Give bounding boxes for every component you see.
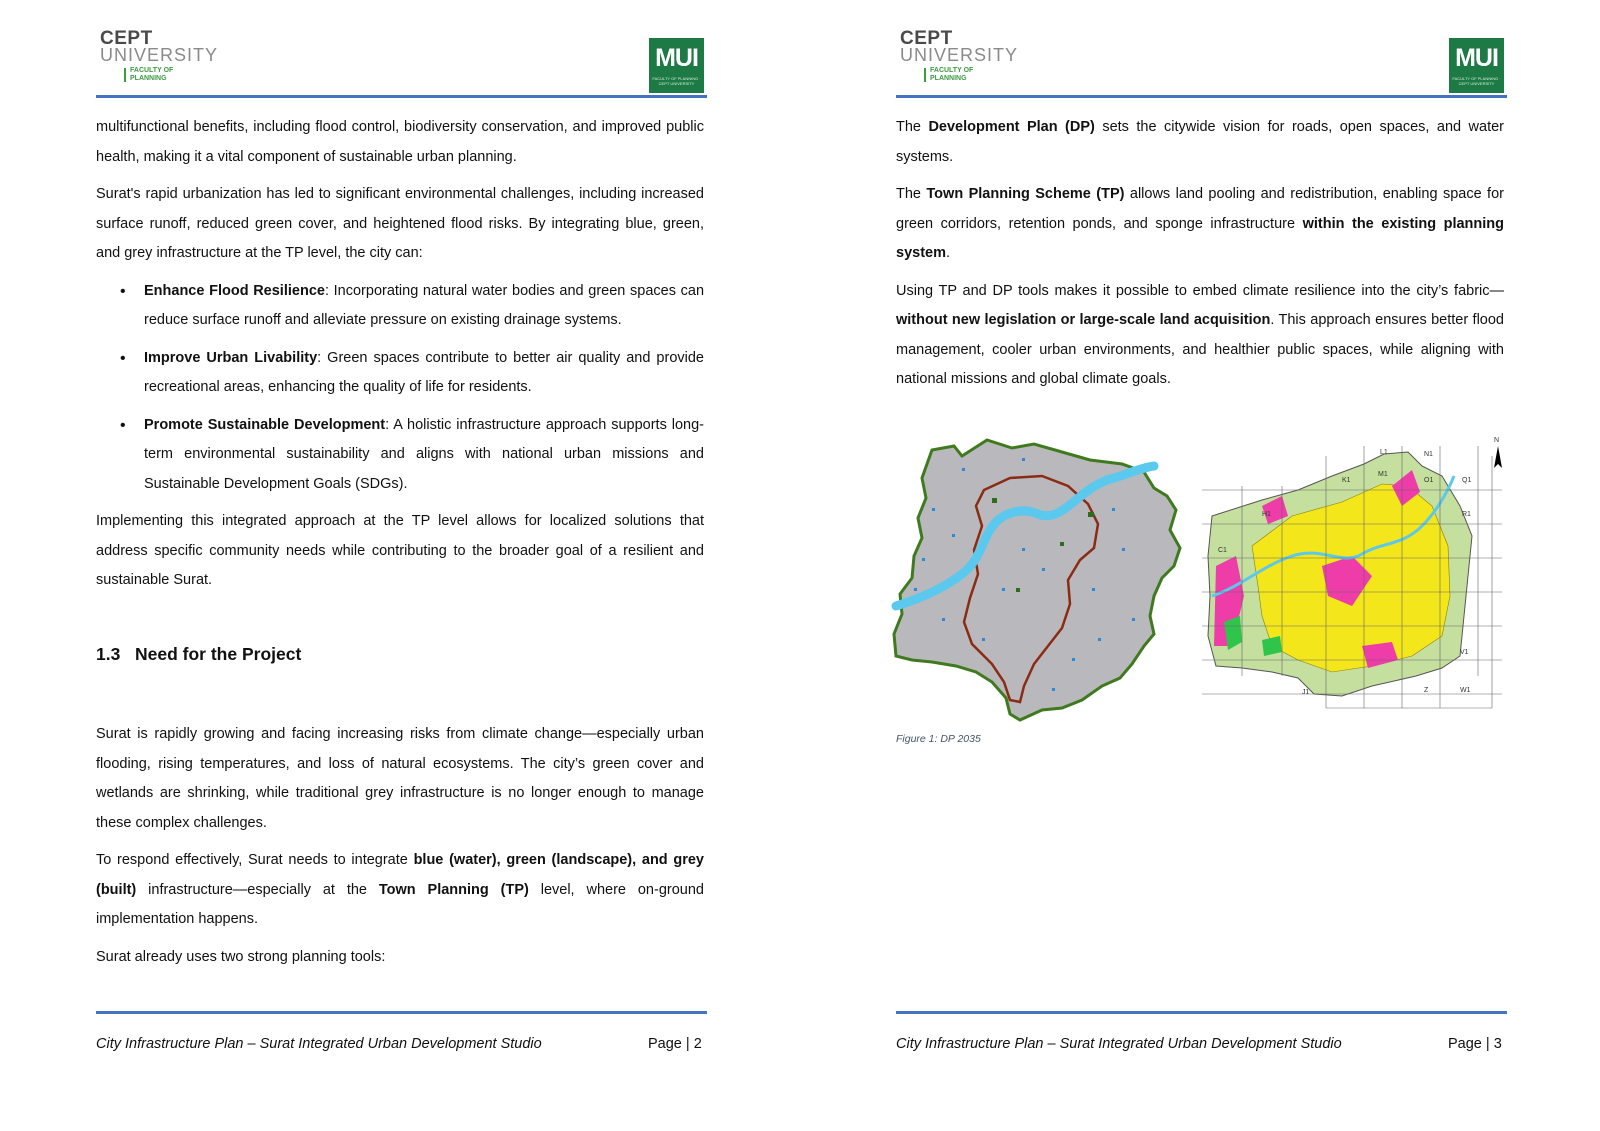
body-text-top xyxy=(96,113,704,604)
paragraph: Surat is rapidly growing and facing increasing risks from climate change—especially urban flooding, rising temperatures, and loss of natural ecosystems. The city’s green cover and wetlands are shrinking, while traditional grey infrastructure is no longer enough to manage these complex challenges. xyxy=(96,726,704,831)
benefits-list xyxy=(96,277,704,500)
logo-text-university: UNIVERSITY xyxy=(100,45,219,65)
bold-run: without new legislation or large-scale land acquisition xyxy=(896,312,1271,328)
logo-text-cept: CEPT xyxy=(900,28,953,49)
logo-accent-bar xyxy=(124,68,126,82)
bold-run: within the existing planning system xyxy=(896,215,1504,261)
grid-label: R1 xyxy=(1462,511,1471,518)
page-3 xyxy=(800,0,1600,1131)
list-item-text: : Incorporating natural water bodies and green spaces can reduce surface runoff and alleviate pressure on existing drainage systems. xyxy=(144,282,705,328)
text-run: The xyxy=(896,119,929,135)
grid-label: C1 xyxy=(1218,547,1227,554)
list-item xyxy=(144,344,704,403)
mui-logo-subtext: FACULTY OF PLANNING · CEPT UNIVERSITY xyxy=(652,76,701,86)
text-run: The xyxy=(896,186,927,202)
mui-logo-text: MUI xyxy=(1455,44,1498,72)
grid-label: L1 xyxy=(1380,449,1388,456)
logo-accent-bar xyxy=(924,68,926,82)
mui-logo-text: MUI xyxy=(655,44,698,72)
outer-boundary xyxy=(894,440,1180,720)
paragraph: multifunctional benefits, including flood control, biodiversity conservation, and improved public health, making it a vital component of sustainable urban planning. xyxy=(96,119,704,165)
mui-logo xyxy=(1449,38,1504,93)
grid-label: W1 xyxy=(1460,687,1471,694)
grid-label: H1 xyxy=(1262,511,1271,518)
list-item-text: : A holistic infrastructure approach supports long-term environmental sustainability and aligns with national urban missions and Sustainable Development Goals (SDGs). xyxy=(144,416,705,492)
list-item-title: Enhance Flood Resilience xyxy=(144,282,325,299)
page-number: Page | 3 xyxy=(1448,1036,1502,1052)
grid-label: N1 xyxy=(1424,451,1433,458)
paragraph: Surat already uses two strong planning tools: xyxy=(96,948,386,965)
grid-label: V1 xyxy=(1460,649,1469,656)
bold-run: Town Planning Scheme (TP) xyxy=(926,186,1125,202)
grid-label: K1 xyxy=(1342,477,1351,484)
north-label: N xyxy=(1494,437,1500,444)
dp-landuse-map xyxy=(1202,437,1520,720)
north-arrow-icon xyxy=(1494,446,1502,468)
grid-label: J1 xyxy=(1302,689,1310,696)
text-run: infrastructure—especially at the xyxy=(136,881,379,898)
text-run: sets the citywide vision for roads, open spaces, and water systems. xyxy=(896,119,1504,165)
list-item xyxy=(144,277,704,336)
grid-label: Z xyxy=(1424,687,1429,694)
paragraph xyxy=(896,277,1504,395)
mui-logo-subtext: FACULTY OF PLANNING · CEPT UNIVERSITY xyxy=(1452,76,1501,86)
list-item-title: Improve Urban Livability xyxy=(144,349,318,366)
footer-title: City Infrastructure Plan – Surat Integrated Urban Development Studio xyxy=(896,1036,1342,1052)
paragraph xyxy=(896,180,1504,269)
footer-rule xyxy=(96,1011,707,1014)
city-boundary-map xyxy=(892,438,1210,728)
cept-university-logo xyxy=(100,28,219,84)
logo-text-cept: CEPT xyxy=(100,28,153,49)
body-text xyxy=(896,113,1504,403)
paragraph: Surat's rapid urbanization has led to significant environmental challenges, including increased surface runoff, reduced green cover, and heightened flood risks. By integrating blue, green, and grey infrastructure at the TP level, the city can: xyxy=(96,186,704,261)
cept-university-logo xyxy=(900,28,1019,84)
text-run: To respond effectively, Surat needs to integrate xyxy=(96,852,414,868)
grid-label: M1 xyxy=(1378,471,1388,478)
footer-rule xyxy=(896,1011,1507,1014)
header-rule xyxy=(896,95,1507,98)
text-run: level, where on-ground implementation happens. xyxy=(96,881,704,927)
section-number: 1.3 xyxy=(96,644,121,664)
text-run: . xyxy=(945,245,951,261)
paragraph xyxy=(896,113,1504,172)
text-run: . This approach ensures better flood management, cooler urban environments, and healthier public spaces, while aligning with national missions and global climate goals. xyxy=(896,312,1505,387)
logo-text-university: UNIVERSITY xyxy=(900,45,1019,65)
section-title: Need for the Project xyxy=(135,644,302,664)
list-item-title: Promote Sustainable Development xyxy=(144,416,386,433)
logo-text-faculty: FACULTY OF PLANNING xyxy=(130,67,174,82)
grid-label: Q1 xyxy=(1462,477,1472,484)
bold-run: Town Planning (TP) xyxy=(378,881,529,898)
footer-title: City Infrastructure Plan – Surat Integrated Urban Development Studio xyxy=(96,1036,542,1052)
logo-text-faculty: FACULTY OF PLANNING xyxy=(930,67,974,82)
text-run: allows land pooling and redistribution, enabling space for green corridors, retention ponds, and sponge infrastructure xyxy=(896,186,1504,232)
grid-label: O1 xyxy=(1424,477,1434,484)
paragraph: Implementing this integrated approach at the TP level allows for localized solutions that address specific community needs while contributing to the broader goal of a resilient and sustainable Surat. xyxy=(96,513,704,588)
bold-run: blue (water), green (landscape), and grey (built) xyxy=(96,852,705,898)
section-heading xyxy=(96,644,301,665)
body-text-bottom xyxy=(96,720,704,980)
mui-logo xyxy=(649,38,704,93)
list-item xyxy=(144,411,704,500)
page-number: Page | 2 xyxy=(648,1036,702,1052)
list-item-text: : Green spaces contribute to better air quality and provide recreational areas, enhancing the quality of life for residents. xyxy=(144,349,704,395)
bold-run: Development Plan (DP) xyxy=(928,119,1095,135)
paragraph xyxy=(96,846,704,935)
text-run: Using TP and DP tools makes it possible to embed climate resilience into the city’s fabric— xyxy=(896,282,1504,299)
header-rule xyxy=(96,95,707,98)
figure-caption: Figure 1: DP 2035 xyxy=(896,733,981,745)
